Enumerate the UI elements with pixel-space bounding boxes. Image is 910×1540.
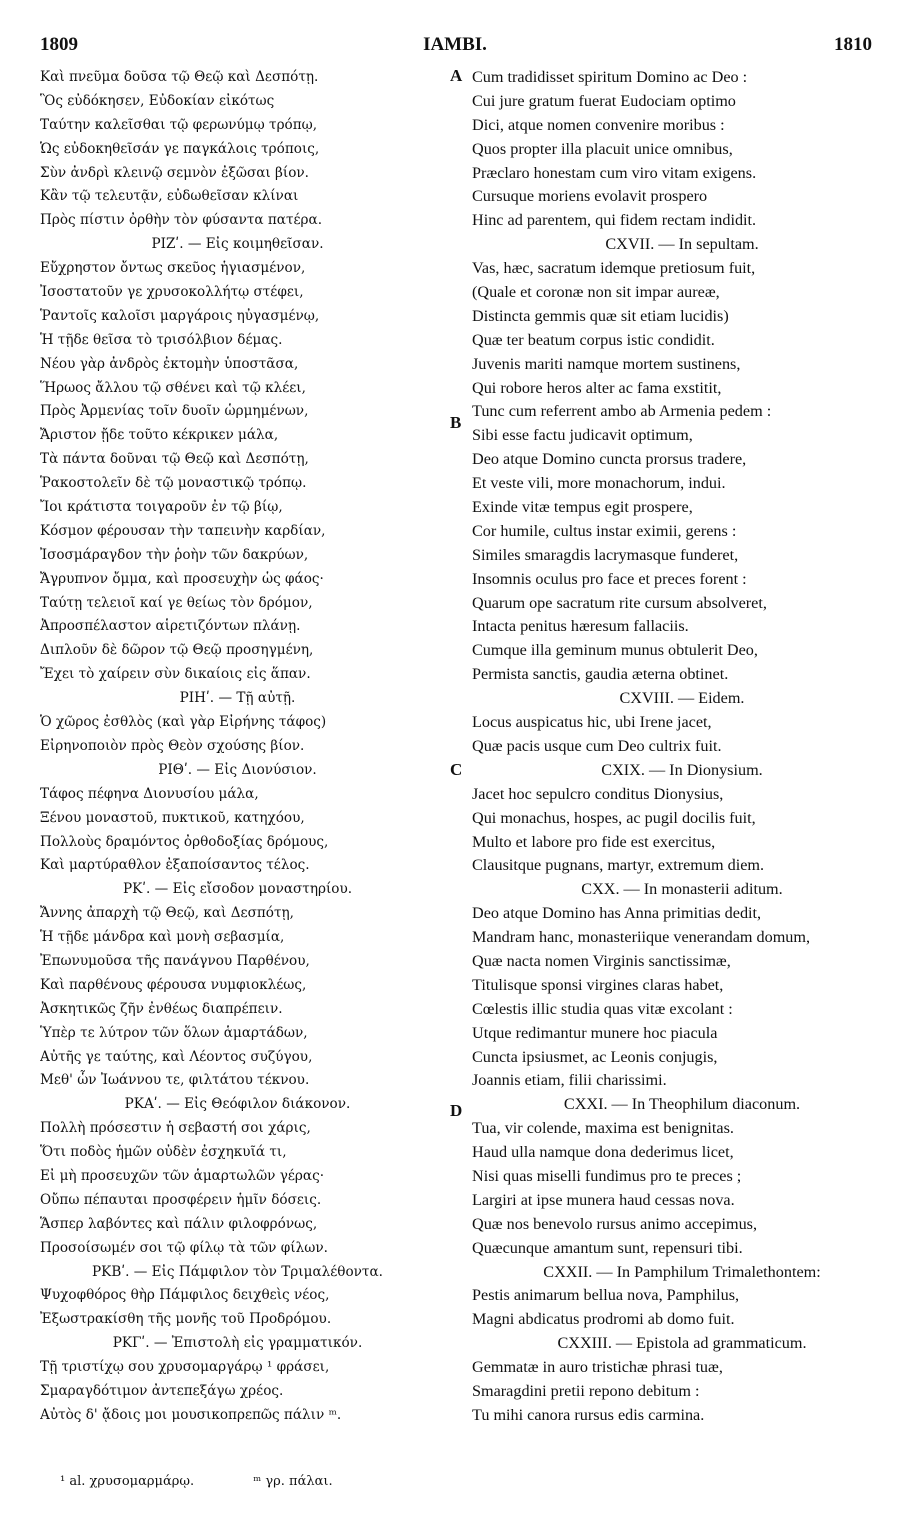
latin-line: Gemmatæ in auro tristichæ phrasi tuæ, — [472, 1358, 723, 1377]
latin-line: Qui monachus, hospes, ac pugil docilis fuit, — [472, 808, 756, 827]
poem-heading: ΡΚΑʹ. — Εἰς Θεόφιλον διάκονον. — [124, 1096, 351, 1113]
page-number-left: 1809 — [40, 34, 78, 55]
greek-line: Καὶ μαρτύραθλον ἐξαποίσαντος τέλος. — [40, 857, 310, 874]
latin-line: Quæ nos benevolo rursus animo accepimus, — [472, 1214, 758, 1233]
greek-line: Σμαραγδότιμον ἀντεπεξάγω χρέος. — [40, 1382, 284, 1399]
latin-line: Cuncta ipsiusmet, ac Leonis conjugis, — [472, 1047, 718, 1066]
latin-line: Sibi esse factu judicavit optimum, — [472, 426, 693, 445]
poem-heading: CXX. — In monasterii aditum. — [581, 880, 783, 899]
greek-line: Ἀσκητικῶς ζῆν ἐνθέως διαπρέπειν. — [40, 1000, 283, 1017]
greek-line: Εὔχρηστον ὄντως σκεῦος ἡγιασμένον, — [40, 260, 306, 277]
greek-line: Τὰ πάντα δοῦναι τῷ Θεῷ καὶ Δεσπότῃ, — [40, 451, 309, 468]
latin-line: Jacet hoc sepulcro conditus Dionysius, — [472, 784, 724, 803]
greek-line: Ἥρωος ἄλλου τῷ σθένει καὶ τῷ κλέει, — [40, 379, 306, 396]
latin-line: Quarum ope sacratum rite cursum absolveret, — [472, 593, 767, 612]
greek-line: Ἅσπερ λαβόντες καὶ πάλιν φιλοφρόνως, — [40, 1215, 318, 1232]
greek-line: Ὅτι ποδὸς ἡμῶν οὐδὲν ἐσχηκυῖά τι, — [40, 1144, 287, 1161]
latin-line: Multo et labore pro fide est exercitus, — [472, 832, 716, 851]
greek-line: Καὶ πνεῦμα δοῦσα τῷ Θεῷ καὶ Δεσπότῃ. — [40, 69, 319, 85]
latin-line: Qui robore heros alter ac fama exstitit, — [472, 378, 722, 397]
greek-line: Ξένου μοναστοῦ, πυκτικοῦ, κατηχόου, — [40, 809, 305, 826]
greek-line: Τῇ τριστίχῳ σου χρυσομαργάρῳ ¹ φράσει, — [40, 1359, 330, 1376]
latin-line: Quæcunque amantum sunt, repensuri tibi. — [472, 1238, 743, 1257]
latin-line: Tunc cum referrent ambo ab Armenia pedem : — [472, 402, 772, 421]
poem-heading: ΡΚʹ. — Εἰς εἴσοδον μοναστηρίου. — [122, 881, 353, 898]
latin-line: Hinc ad parentem, qui fidem rectam indidit. — [472, 211, 757, 230]
poem-heading: ΡΙΗʹ. — Τῇ αὐτῇ. — [179, 690, 296, 707]
footnote-l: ¹ al. χρυσομαρμάρῳ. — [60, 1474, 195, 1489]
greek-line: Ἰσοσμάραγδον τὴν ῥοὴν τῶν δακρύων, — [40, 546, 309, 563]
latin-line: Joannis etiam, filii charissimi. — [472, 1071, 667, 1090]
latin-line: Intacta penitus hæresum fallaciis. — [472, 617, 689, 636]
footnotes — [60, 1474, 388, 1489]
poem-heading: ΡΚΒʹ. — Εἰς Πάμφιλον τὸν Τριμαλέθοντα. — [92, 1263, 383, 1280]
latin-line: Titulisque sponsi virgines claras habet, — [472, 975, 724, 994]
greek-line: Διπλοῦν δὲ δῶρον τῷ Θεῷ προσηγμένη, — [40, 642, 314, 659]
latin-line: Deo atque Domino cuncta prorsus tradere, — [472, 450, 747, 469]
poem-heading: CXVIII. — Eidem. — [619, 689, 745, 708]
margin-marker-b: B — [450, 413, 462, 432]
latin-line: Cui jure gratum fuerat Eudociam optimo — [472, 91, 736, 110]
margin-marker-d: D — [450, 1101, 463, 1120]
latin-line: Pestis animarum bellua nova, Pamphilus, — [472, 1286, 740, 1305]
greek-line: Ἄγρυπνον ὄμμα, καὶ προσευχὴν ὡς φάος· — [40, 570, 324, 587]
latin-line: Quos propter illa placuit unice omnibus, — [472, 139, 733, 158]
greek-line: Καὶ παρθένους φέρουσα νυμφιοκλέως, — [40, 976, 307, 993]
greek-line: Πρὸς Ἀρμενίας τοῖν δυοῖν ὡρμημένων, — [40, 403, 309, 420]
latin-line: Mandram hanc, monasteriique venerandam domum, — [472, 928, 811, 947]
poem-heading: ΡΙΘʹ. — Εἰς Διονύσιον. — [158, 761, 317, 778]
page-number-right: 1810 — [834, 34, 872, 55]
latin-line: Distincta gemmis quæ sit etiam lucidis) — [472, 306, 729, 325]
greek-line: Κἂν τῷ τελευτᾷν, εὐδωθεῖσαν κλίναι — [40, 188, 299, 205]
margin-marker-a: A — [450, 66, 463, 85]
greek-line: Αὐτῆς γε ταύτης, καὶ Λέοντος συζύγου, — [40, 1048, 313, 1065]
latin-line: Clausitque pugnans, martyr, extremum diem. — [472, 856, 765, 875]
latin-line: Juvenis mariti namque mortem sustinens, — [472, 354, 741, 373]
latin-line: Vas, hæc, sacratum idemque pretiosum fuit, — [472, 259, 756, 278]
poem-heading: CXIX. — In Dionysium. — [601, 760, 763, 779]
latin-line: Cœlestis illic studia quas vitæ excolant : — [472, 999, 733, 1018]
latin-line: Deo atque Domino has Anna primitias dedit, — [472, 904, 762, 923]
latin-line: Permista sanctis, gaudia æterna obtinet. — [472, 665, 729, 684]
footnote-m: ᵐ γρ. πάλαι. — [253, 1474, 333, 1489]
latin-line: Utque redimantur munere hoc piacula — [472, 1023, 718, 1042]
latin-column — [472, 66, 892, 1428]
greek-line: Ὡς εὐδοκηθεῖσάν γε παγκάλοις τρόποις, — [40, 140, 320, 157]
greek-line: Ἄριστον ᾔδε τοῦτο κέκρικεν μάλα, — [40, 427, 279, 444]
greek-line: Σὺν ἀνδρὶ κλεινῷ σεμνὸν ἐξῶσαι βίον. — [40, 164, 310, 181]
greek-line: Ὑπὲρ τε λύτρον τῶν ὅλων ἁμαρτάδων, — [40, 1024, 308, 1041]
latin-line: Cumque illa geminum munus obtulerit Deo, — [472, 641, 758, 660]
latin-line: Nisi quas miselli fundimus pro te preces ; — [472, 1166, 742, 1185]
latin-line: Cursuque moriens evolavit prospero — [472, 187, 708, 206]
greek-line: Προσοίσωμέν σοι τῷ φίλῳ τὰ τῶν φίλων. — [40, 1239, 328, 1256]
latin-line: Quæ nacta nomen Virginis sanctissimæ, — [472, 951, 731, 970]
greek-line: Ταύτῃ τελειοῖ καί γε θείως τὸν δρόμον, — [40, 594, 313, 611]
greek-line: Αὐτὸς δ' ᾄδοις μοι μουσικοπρεπῶς πάλιν ᵐ. — [40, 1406, 342, 1423]
latin-line: Insomnis oculus pro face et preces forent : — [472, 569, 747, 588]
greek-line: Ῥαντοῖς καλοῖσι μαργάροις ηὐγασμένῳ, — [40, 307, 320, 324]
greek-line: Ἡ τῇδε μάνδρα καὶ μονὴ σεβασμία, — [40, 929, 285, 946]
latin-line: Et veste vili, more monachorum, indui. — [472, 474, 726, 493]
latin-line: Præclaro honestam cum viro vitam exigens. — [472, 163, 757, 182]
greek-line: Ἐξωστρακίσθη τῆς μονῆς τοῦ Προδρόμου. — [40, 1311, 332, 1328]
poem-heading: ΡΙΖʹ. — Εἰς κοιμηθεῖσαν. — [151, 236, 324, 253]
greek-line: Πρὸς πίστιν ὀρθὴν τὸν φύσαντα πατέρα. — [40, 212, 323, 229]
latin-line: (Quale et coronæ non sit impar aureæ, — [472, 283, 720, 302]
greek-line: Ἀπροσπέλαστον αἱρετιζόντων πλάνῃ. — [40, 618, 301, 635]
running-title: IAMBI. — [423, 34, 487, 55]
greek-line: Μεθ' ὧν Ἰωάννου τε, φιλτάτου τέκνου. — [40, 1072, 310, 1089]
greek-line: Νέου γὰρ ἀνδρὸς ἐκτομὴν ὑποστᾶσα, — [40, 355, 299, 372]
greek-line: Εἰ μὴ προσευχῶν τῶν ἁμαρτωλῶν γέρας· — [40, 1167, 325, 1184]
latin-line: Magni abdicatus prodromi ab domo fuit. — [472, 1310, 735, 1329]
margin-marker-c: C — [450, 760, 463, 779]
greek-line: Πολλὴ πρόσεστιν ἡ σεβαστή σοι χάρις, — [40, 1120, 311, 1137]
latin-line: Exinde vitæ tempus egit prospere, — [472, 498, 693, 517]
latin-line: Haud ulla namque dona dederimus licet, — [472, 1143, 734, 1162]
greek-line: Ἐπωνυμοῦσα τῆς πανάγνου Παρθένου, — [40, 952, 310, 969]
greek-line: Οὔπω πέπαυται προσφέρειν ἡμῖν δόσεις. — [40, 1191, 322, 1208]
latin-line: Similes smaragdis lacrymasque funderet, — [472, 545, 739, 564]
poem-heading: ΡΚΓʹ. — Ἐπιστολὴ εἰς γραμματικόν. — [112, 1335, 363, 1352]
greek-line: Ὃς εὐδόκησεν, Εὐδοκίαν εἰκότως — [40, 92, 275, 109]
greek-line: Τάφος πέφηνα Διονυσίου μάλα, — [40, 785, 259, 802]
greek-line: Ἔχει τὸ χαίρειν σὺν δικαίοις εἰς ἅπαν. — [40, 666, 311, 683]
latin-line: Dici, atque nomen convenire moribus : — [472, 115, 725, 134]
greek-line: Ἡ τῇδε θεῖσα τὸ τρισόλβιον δέμας. — [40, 331, 283, 348]
greek-line: Ὁ χῶρος ἐσθλὸς (καὶ γὰρ Εἰρήνης τάφος) — [40, 714, 327, 731]
greek-line: Κόσμον φέρουσαν τὴν ταπεινὴν καρδίαν, — [40, 522, 326, 539]
poem-heading: CXXI. — In Theophilum diaconum. — [563, 1095, 801, 1114]
greek-line: Ἴοι κράτιστα τοιγαροῦν ἐν τῷ βίῳ, — [40, 499, 283, 516]
greek-line: Ἰσοστατοῦν γε χρυσοκολλήτῳ στέφει, — [40, 284, 304, 301]
poem-heading: CXVII. — In sepultam. — [605, 235, 759, 254]
poem-heading: CXXII. — In Pamphilum Trimalethontem: — [543, 1262, 821, 1281]
latin-line: Tu mihi canora rursus edis carmina. — [472, 1405, 705, 1424]
greek-line: Πολλοὺς δραμόντος ὀρθοδοξίας δρόμους, — [40, 833, 329, 850]
latin-line: Cor humile, cultus instar eximii, gerens : — [472, 521, 737, 540]
latin-line: Cum tradidisset spiritum Domino ac Deo : — [472, 68, 748, 86]
greek-line: Ταύτην καλεῖσθαι τῷ φερωνύμῳ τρόπῳ, — [40, 116, 318, 133]
latin-line: Tua, vir colende, maxima est benignitas. — [472, 1119, 734, 1138]
greek-line: Ῥακοστολεῖν δὲ τῷ μοναστικῷ τρόπῳ. — [40, 475, 307, 492]
latin-line: Quæ pacis usque cum Deo cultrix fuit. — [472, 736, 722, 755]
latin-line: Smaragdini pretii repono debitum : — [472, 1381, 700, 1400]
greek-column — [40, 66, 435, 1428]
greek-line: Ἄννης ἀπαρχὴ τῷ Θεῷ, καὶ Δεσπότῃ, — [40, 905, 294, 922]
latin-line: Locus auspicatus hic, ubi Irene jacet, — [472, 713, 712, 732]
latin-line: Quæ ter beatum corpus istic condidit. — [472, 330, 715, 349]
greek-line: Ψυχοφθόρος θὴρ Πάμφιλος δειχθεὶς νέος, — [40, 1287, 330, 1304]
greek-line: Εἰρηνοποιὸν πρὸς Θεὸν σχούσης βίον. — [40, 737, 305, 754]
latin-line: Largiri at ipse munera haud cessas nova. — [472, 1190, 735, 1209]
poem-heading: CXXIII. — Epistola ad grammaticum. — [557, 1334, 807, 1353]
